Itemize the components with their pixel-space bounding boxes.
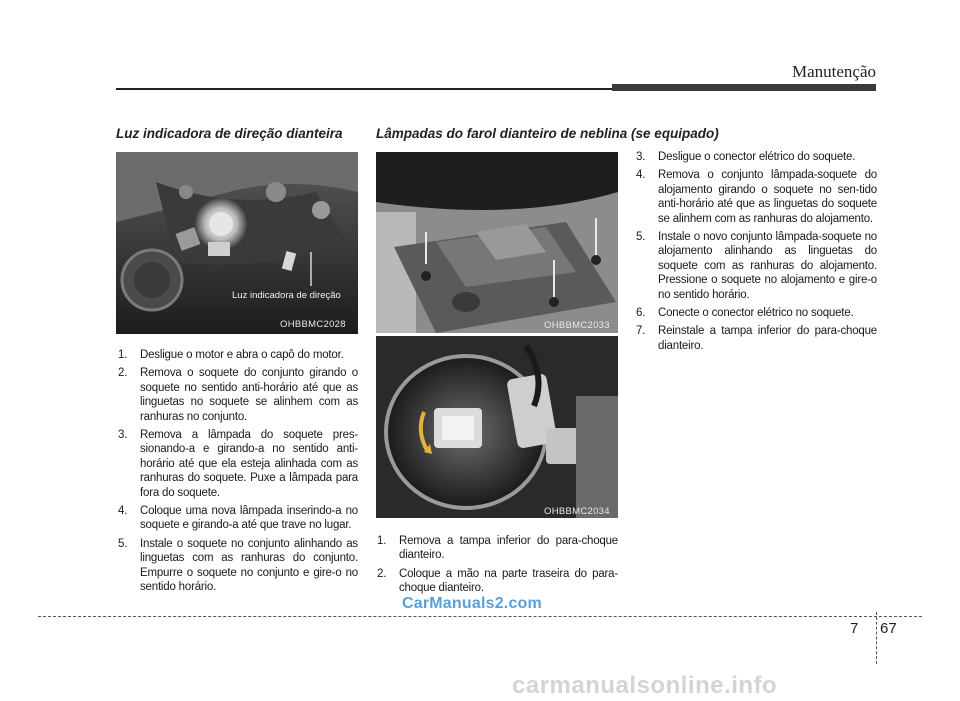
left-section-title: Luz indicadora de direção dianteira [116, 126, 343, 141]
turn-signal-photo [116, 152, 358, 334]
fog-lamp-socket-illustration [376, 336, 618, 518]
photo-callout: Luz indicadora de direção [232, 290, 341, 301]
photo-code: OHBBMC2028 [280, 319, 346, 330]
header-rule-bar [612, 84, 876, 91]
fog-lamp-cover-illustration [376, 152, 618, 333]
list-item: 5. Instale o soquete no conjunto alinhando as linguetas com as ranhuras do conjunto. Empurre o soquete no conjunto e gire-o no sentido horário. [118, 537, 358, 594]
right-steps-list-b [636, 150, 877, 357]
list-item: 1. Desligue o motor e abra o capô do motor. [118, 349, 344, 361]
header-title: Manutenção [791, 62, 876, 81]
photo-code: OHBBMC2033 [544, 320, 610, 331]
list-item: 2. Remova o soquete do conjunto girando o soquete no sentido anti-horário até que as linguetas no soquete se alinhem com as ranhuras no conjunto. [118, 367, 358, 423]
fog-lamp-photo-1 [376, 152, 618, 333]
list-item: 3. Remova a lâmpada do soquete pres-sionando-a e girando-a no sentido anti-horário até que ela esteja alinhada com as ranhuras do soquete. Puxe a lâmpada para fora do soquete. [118, 429, 358, 499]
list-item: 5. Instale o novo conjunto lâmpada-soquete no alojamento alinhando as linguetas do soquete com as ranhuras do alojamento. Pressione o soquete no alojamento e gire-o no sentido horário. [636, 231, 877, 301]
right-steps-list-a [377, 534, 618, 600]
turn-signal-illustration [116, 152, 358, 334]
fog-lamp-photo-2 [376, 336, 618, 518]
list-item: 3. Desligue o conector elétrico do soquete. [636, 151, 856, 163]
header-rule [116, 88, 628, 90]
photo-code: OHBBMC2034 [544, 506, 610, 517]
page-number-divider [876, 612, 877, 664]
watermark-carmanuals2[interactable]: CarManuals2.com [402, 595, 542, 612]
list-item: 1. Remova a tampa inferior do para-choque dianteiro. [377, 535, 618, 562]
watermark-carmanualsonline[interactable]: carmanualsonline.info [512, 672, 778, 699]
page-number: 67 [880, 620, 897, 637]
right-section-title: Lâmpadas do farol dianteiro de neblina (se equipado) [376, 126, 719, 141]
list-item: 4. Remova o conjunto lâmpada-soquete do alojamento girando o soquete no sen-tido anti-horário até que as linguetas do soquete se alinhem com as ranhuras do alojamento. [636, 169, 877, 225]
left-steps-list [118, 348, 358, 599]
list-item: 4. Coloque uma nova lâmpada inserindo-a no soquete e girando-a até que trave no lugar. [118, 505, 358, 532]
list-item: 2. Coloque a mão na parte traseira do para-choque dianteiro. [377, 567, 618, 595]
list-item: 7. Reinstale a tampa inferior do para-choque dianteiro. [636, 325, 877, 352]
list-item: 6. Conecte o conector elétrico no soquete. [636, 307, 854, 320]
footer-rule [38, 616, 922, 617]
chapter-number: 7 [850, 620, 859, 637]
